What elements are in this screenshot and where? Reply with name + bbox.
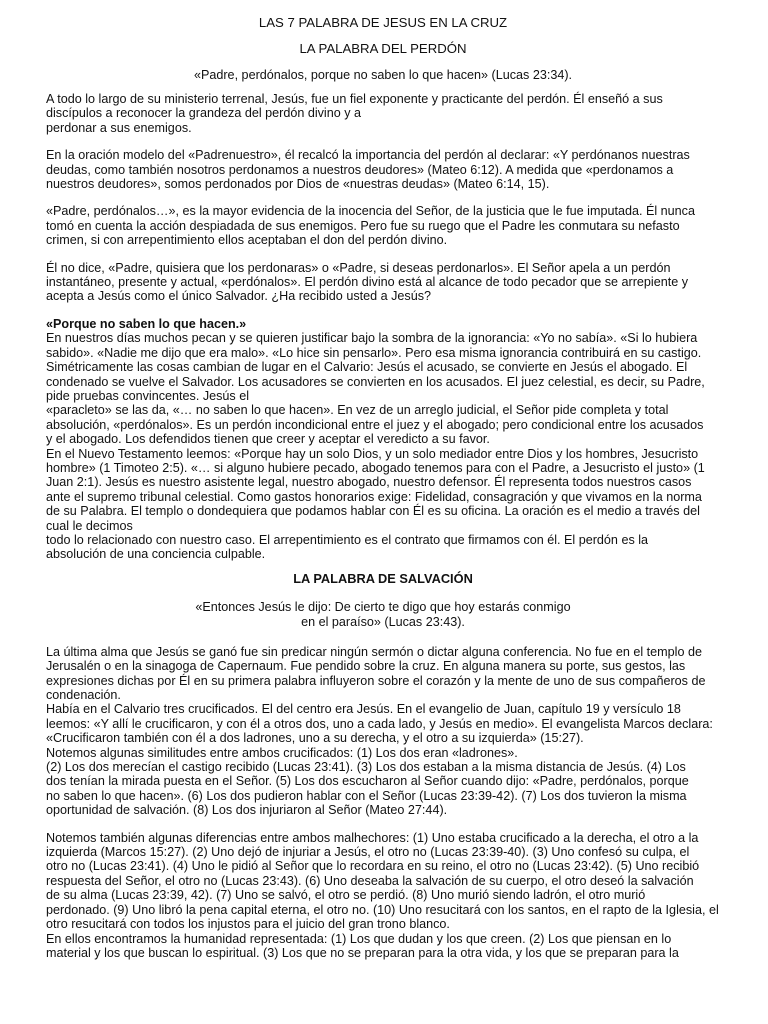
document-title: LAS 7 PALABRA DE JESUS EN LA CRUZ <box>258 15 508 30</box>
paragraph: «Padre, perdónalos…», es la mayor evidencia de la inocencia del Señor, de la justicia que le fue imputada. Él nunca tomó en cuenta la acción despiadada de sus enemigos. Pero fue su ruego que el Padre les conmutara su nefasto crimen, si con arrepentimiento ellos aceptaban el don del perdón divino. <box>46 204 695 248</box>
paragraph: La última alma que Jesús se ganó fue sin predicar ningún sermón o dictar alguna conferencia. No fue en el templo de Jerusalén o en la sinagoga de Capernaum. Fue pendido sobre la cruz. En alguna manera su porte, sus gestos, las expresiones dichas por Él en su primera palabra influyeron sobre el corazón y la mente de uno de sus compañeros de condenación. Había en el Calvario tres crucificados. El del centro era Jesús. En el evangelio de Juan, capítulo 19 y versículo 18 leemos: «Y allí le crucificaron, y con él a otros dos, uno a cada lado, y Jesús en medio». El evangelista Marcos declara: «Crucificaron también con él a dos ladrones, uno a su derecha, y el otro a su izquierda» (15:27). Notemos algunas similitudes entre ambos crucificados: (1) Los dos eran «ladrones». (2) Los dos merecían el castigo recibido (Lucas 23:41). (3) Los dos estaban a la misma distancia de Jesús. (4) Los dos tenían la mirada puesta en el Señor. (5) Los dos escucharon al Señor cuando dijo: «Padre, perdónalos, porque no saben lo que hacen». (6) Los dos pudieron hablar con el Señor (Lucas 23:39-42). (7) Los dos tuvieron la misma oportunidad de salvación. (8) Los dos injuriaron al Señor (Mateo 27:44). <box>46 644 713 818</box>
section-quote-salvacion: «Entonces Jesús le dijo: De cierto te digo que hoy estarás conmigo en el paraíso» (Lucas 23:43). <box>195 599 571 629</box>
paragraph: En la oración modelo del «Padrenuestro», él recalcó la importancia del perdón al declarar: «Y perdónanos nuestras deudas, como también nosotros perdonamos a nuestros deudores» (Mateo 6:12). A medida que «perdonamos a nuestros deudores», somos perdonados por Dios de «nuestras deudas» (Mateo 6:14, 15). <box>46 148 690 192</box>
subheading: «Porque no saben lo que hacen.» <box>46 316 247 331</box>
document-page <box>46 15 720 960</box>
section-title-perdon: LA PALABRA DEL PERDÓN <box>299 41 467 56</box>
section-quote-perdon: «Padre, perdónalos, porque no saben lo que hacen» (Lucas 23:34). <box>193 68 573 82</box>
paragraph: A todo lo largo de su ministerio terrenal, Jesús, fue un fiel exponente y practicante del perdón. Él enseñó a sus discípulos a reconocer la grandeza del perdón divino y a perdonar a sus enemigos. <box>46 92 663 135</box>
paragraph: En nuestros días muchos pecan y se quieren justificar bajo la sombra de la ignorancia: «Yo no sabía». «Si lo hubiera sabido». «Nadie me dijo que era malo». «Lo hice sin pensarlo». Pero esa misma ignorancia contribuirá en su castigo. Simétricamente las cosas cambian de lugar en el Calvario: Jesús el acusado, se convierte en Jesús el abogado. El condenado se vuelve el Salvador. Los acusadores se convierten en los acusados. El juez celestial, es decir, su Padre, pide pruebas convincentes. Jesús el «paracleto» se las da, «… no saben lo que hacen». En vez de un arreglo judicial, el Señor pide completa y total absolución, «perdónalos». Es un perdón incondicional entre el juez y el abogado; pero condicional entre los acusados y el abogado. Los defendidos tienen que creer y aceptar el veredicto a su favor. En el Nuevo Testamento leemos: «Porque hay un solo Dios, y un solo mediador entre Dios y los hombres, Jesucristo hombre» (1 Timoteo 2:5). «… si alguno hubiere pecado, abogado tenemos para con el Padre, a Jesucristo el justo» (1 Juan 2:1). Jesús es nuestro asistente legal, nuestro abogado, nuestro defensor. Él representa todos nuestros casos ante el supremo tribunal celestial. Como gastos honorarios exige: Fidelidad, consagración y que vivamos en la norma de su Palabra. El templo o dondequiera que podamos hablar con Él es su oficina. La oración es el medio a través del cual le decimos todo lo relacionado con nuestro caso. El arrepentimiento es el contrato que firmamos con él. El perdón es la absolución de una conciencia culpable. <box>46 331 705 562</box>
paragraph: Notemos también algunas diferencias entre ambos malhechores: (1) Uno estaba crucificado a la derecha, el otro a la izquierda (Marcos 15:27). (2) Uno dejó de injuriar a Jesús, el otro no (Lucas 23:39-40). (3) Uno confesó su culpa, el otro no (Lucas 23:41). (4) Uno le pidió al Señor que lo recordara en su reino, el otro no (Lucas 23:42). (5) Uno recibió respuesta del Señor, el otro no (Lucas 23:43). (6) Uno deseaba la salvación de su cuerpo, el otro deseó la salvación de su alma (Lucas 23:39, 42). (7) Uno se salvó, el otro se perdió. (8) Uno murió siendo ladrón, el otro murió perdonado. (9) Uno libró la pena capital eterna, el otro no. (10) Uno resucitará con los santos, en el rapto de la Iglesia, el otro resucitará con todos los injustos para el juicio del gran trono blanco. En ellos encontramos la humanidad representada: (1) Los que dudan y los que creen. (2) Los que piensan en lo material y los que buscan lo espiritual. (3) Los que no se preparan para la otra vida, y los que se preparan para la <box>46 830 719 960</box>
section-title-salvacion: LA PALABRA DE SALVACIÓN <box>293 570 473 586</box>
paragraph: Él no dice, «Padre, quisiera que los perdonaras» o «Padre, si deseas perdonarlos». El Señor apela a un perdón instantáneo, presente y actual, «perdónalos». El perdón divino está al alcance de todo pecador que se arrepiente y acepta a Jesús como el único Salvador. ¿Ha recibido usted a Jesús? <box>46 260 689 304</box>
